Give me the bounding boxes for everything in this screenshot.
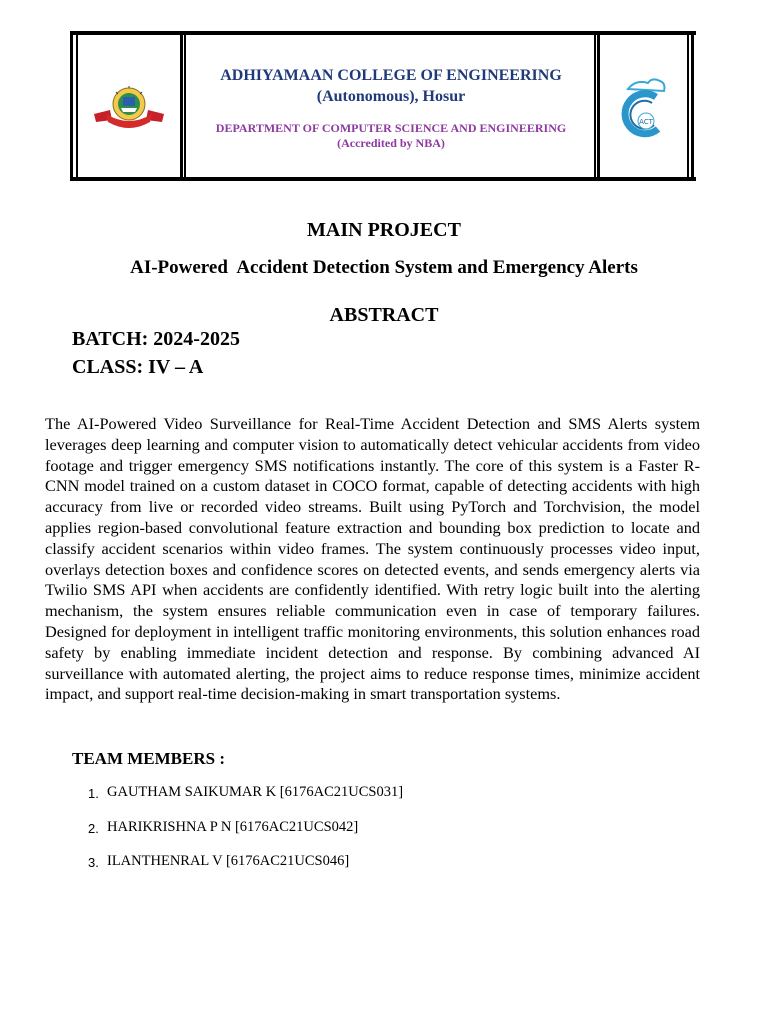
svg-text:ACT: ACT <box>639 118 653 126</box>
department-name: DEPARTMENT OF COMPUTER SCIENCE AND ENGINEERING <box>215 121 567 135</box>
batch-line: BATCH: 2024-2025 <box>72 328 240 350</box>
college-emblem-icon <box>90 84 168 134</box>
list-number: 1. <box>88 786 99 801</box>
table-border-right <box>691 35 694 177</box>
list-item <box>88 819 403 854</box>
table-border-left-inner <box>76 35 78 177</box>
act-logo-icon <box>616 73 672 145</box>
college-name: ADHIYAMAAN COLLEGE OF ENGINEERING <box>220 67 562 84</box>
college-logo <box>80 41 178 177</box>
table-divider-right-inner <box>597 35 600 177</box>
table-divider-left-inner <box>184 35 186 177</box>
main-project-label: MAIN PROJECT <box>307 219 461 241</box>
list-number: 2. <box>88 820 99 836</box>
member-name: ILANTHENRAL V [6176AC21UCS046] <box>107 853 350 869</box>
list-number: 3. <box>88 855 99 870</box>
team-list <box>88 784 403 888</box>
table-divider-left <box>180 35 183 177</box>
table-border-right-inner <box>687 35 689 177</box>
header-text-block <box>188 35 594 177</box>
department-logo <box>602 41 686 177</box>
class-line: CLASS: IV – A <box>72 356 204 378</box>
table-divider-right <box>594 35 596 177</box>
header-table <box>70 31 696 181</box>
member-name: HARIKRISHNA P N [6176AC21UCS042] <box>107 818 359 835</box>
abstract-body: The AI-Powered Video Surveillance for Real-Time Accident Detection and SMS Alerts system leverages deep learning and computer vision to automatically detect vehicular accidents from video footage and trigger emergency SMS notifications instantly. The core of this system is a Faster R-CNN model trained on a custom dataset in COCO format, capable of detecting accidents with high accuracy from live or recorded video streams. Built using PyTorch and Torchvision, the model applies region-based convolutional feature extraction and bounding box prediction to locate and classify accident scenarios within video frames. The system continuously processes video input, overlays detection boxes and confidence scores on detected events, and sends emergency alerts via Twilio SMS API when accidents are confidently identified. With retry logic built into the alerting mechanism, the system ensures reliable communication even in case of temporary failures. Designed for deployment in intelligent traffic monitoring environments, this solution enhances road safety by enabling immediate incident detection and response. By combining advanced AI surveillance with automated alerting, the project aims to reduce response times, minimize accident impact, and support real-time decision-making in smart transportation systems. <box>45 414 700 704</box>
list-item <box>88 853 403 888</box>
list-item <box>88 784 403 819</box>
project-title: AI-Powered Accident Detection System and Emergency Alerts <box>130 257 638 278</box>
team-heading: TEAM MEMBERS : <box>72 749 225 768</box>
table-border-left <box>70 35 73 177</box>
abstract-heading: ABSTRACT <box>329 304 439 326</box>
college-subtitle: (Autonomous), Hosur <box>316 88 466 105</box>
member-name: GAUTHAM SAIKUMAR K [6176AC21UCS031] <box>107 784 404 800</box>
accreditation: (Accredited by NBA) <box>337 136 445 150</box>
